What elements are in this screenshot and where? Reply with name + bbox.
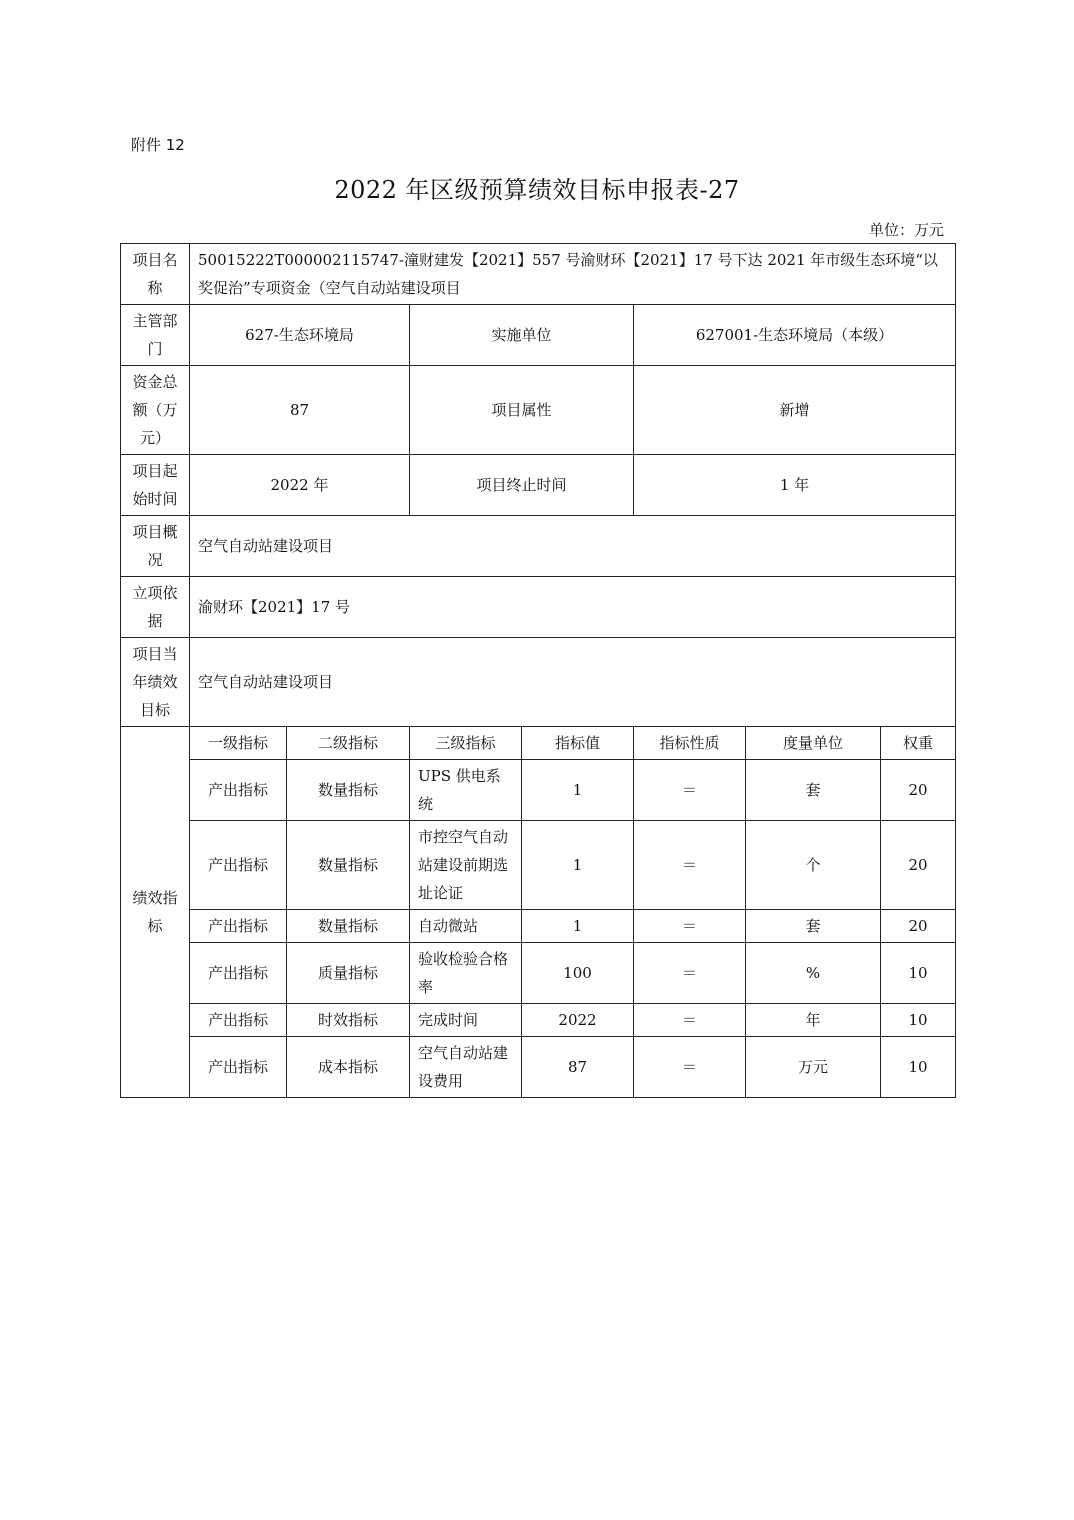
overview-label: 项目概况 xyxy=(121,516,190,577)
cell-nature: ＝ xyxy=(634,1037,746,1098)
indicator-section-label: 绩效指标 xyxy=(121,727,190,1098)
cell-level1: 产出指标 xyxy=(190,943,287,1004)
cell-level2: 质量指标 xyxy=(287,943,410,1004)
annual-goal-label: 项目当年绩效目标 xyxy=(121,638,190,727)
cell-unit: % xyxy=(746,943,881,1004)
end-time-label: 项目终止时间 xyxy=(410,455,634,516)
cell-value: 2022 xyxy=(522,1004,634,1037)
cell-value: 1 xyxy=(522,910,634,943)
cell-nature: ＝ xyxy=(634,1004,746,1037)
table-row xyxy=(121,760,956,821)
cell-level3: 自动微站 xyxy=(410,910,522,943)
department-label: 主管部门 xyxy=(121,305,190,366)
end-time-value: 1 年 xyxy=(634,455,956,516)
cell-value: 1 xyxy=(522,821,634,910)
cell-level3: UPS 供电系统 xyxy=(410,760,522,821)
cell-nature: ＝ xyxy=(634,760,746,821)
cell-value: 100 xyxy=(522,943,634,1004)
cell-weight: 10 xyxy=(881,943,956,1004)
cell-nature: ＝ xyxy=(634,943,746,1004)
project-name-label: 项目名称 xyxy=(121,244,190,305)
unit-label: 单位：万元 xyxy=(868,221,944,239)
cell-unit: 年 xyxy=(746,1004,881,1037)
header-nature: 指标性质 xyxy=(634,727,746,760)
cell-level3: 空气自动站建设费用 xyxy=(410,1037,522,1098)
cell-weight: 10 xyxy=(881,1004,956,1037)
cell-unit: 套 xyxy=(746,910,881,943)
cell-unit: 套 xyxy=(746,760,881,821)
impl-unit-value: 627001-生态环境局（本级） xyxy=(634,305,956,366)
attribute-label: 项目属性 xyxy=(410,366,634,455)
cell-level2: 数量指标 xyxy=(287,910,410,943)
header-level1: 一级指标 xyxy=(190,727,287,760)
cell-level3: 完成时间 xyxy=(410,1004,522,1037)
cell-weight: 20 xyxy=(881,821,956,910)
header-level3: 三级指标 xyxy=(410,727,522,760)
cell-value: 87 xyxy=(522,1037,634,1098)
impl-unit-label: 实施单位 xyxy=(410,305,634,366)
fund-total-label: 资金总额（万元） xyxy=(121,366,190,455)
table-row xyxy=(121,1037,956,1098)
cell-level1: 产出指标 xyxy=(190,1037,287,1098)
fund-total-value: 87 xyxy=(190,366,410,455)
table-row xyxy=(121,943,956,1004)
cell-level2: 数量指标 xyxy=(287,821,410,910)
header-level2: 二级指标 xyxy=(287,727,410,760)
basis-label: 立项依据 xyxy=(121,577,190,638)
cell-level1: 产出指标 xyxy=(190,821,287,910)
cell-weight: 10 xyxy=(881,1037,956,1098)
cell-level1: 产出指标 xyxy=(190,910,287,943)
header-value: 指标值 xyxy=(522,727,634,760)
budget-performance-table xyxy=(120,243,956,1098)
cell-level3: 验收检验合格率 xyxy=(410,943,522,1004)
attachment-label: 附件 12 xyxy=(131,136,185,154)
indicator-header-row xyxy=(121,727,956,760)
basis-value: 渝财环【2021】17 号 xyxy=(190,577,956,638)
annual-goal-value: 空气自动站建设项目 xyxy=(190,638,956,727)
table-row xyxy=(121,821,956,910)
overview-value: 空气自动站建设项目 xyxy=(190,516,956,577)
cell-value: 1 xyxy=(522,760,634,821)
cell-nature: ＝ xyxy=(634,821,746,910)
cell-level2: 数量指标 xyxy=(287,760,410,821)
cell-level1: 产出指标 xyxy=(190,1004,287,1037)
cell-unit: 个 xyxy=(746,821,881,910)
cell-weight: 20 xyxy=(881,910,956,943)
cell-level1: 产出指标 xyxy=(190,760,287,821)
department-value: 627-生态环境局 xyxy=(190,305,410,366)
cell-weight: 20 xyxy=(881,760,956,821)
table-row xyxy=(121,1004,956,1037)
header-unit: 度量单位 xyxy=(746,727,881,760)
cell-nature: ＝ xyxy=(634,910,746,943)
table-row xyxy=(121,910,956,943)
cell-unit: 万元 xyxy=(746,1037,881,1098)
page-title: 2022 年区级预算绩效目标申报表-27 xyxy=(334,176,740,204)
project-name-value: 50015222T000002115747-潼财建发【2021】557 号渝财环【2021】17 号下达 2021 年市级生态环境“以奖促治”专项资金（空气自动站建设项目 xyxy=(190,244,956,305)
attribute-value: 新增 xyxy=(634,366,956,455)
start-time-value: 2022 年 xyxy=(190,455,410,516)
cell-level2: 时效指标 xyxy=(287,1004,410,1037)
start-time-label: 项目起始时间 xyxy=(121,455,190,516)
header-weight: 权重 xyxy=(881,727,956,760)
cell-level3: 市控空气自动站建设前期选址论证 xyxy=(410,821,522,910)
cell-level2: 成本指标 xyxy=(287,1037,410,1098)
